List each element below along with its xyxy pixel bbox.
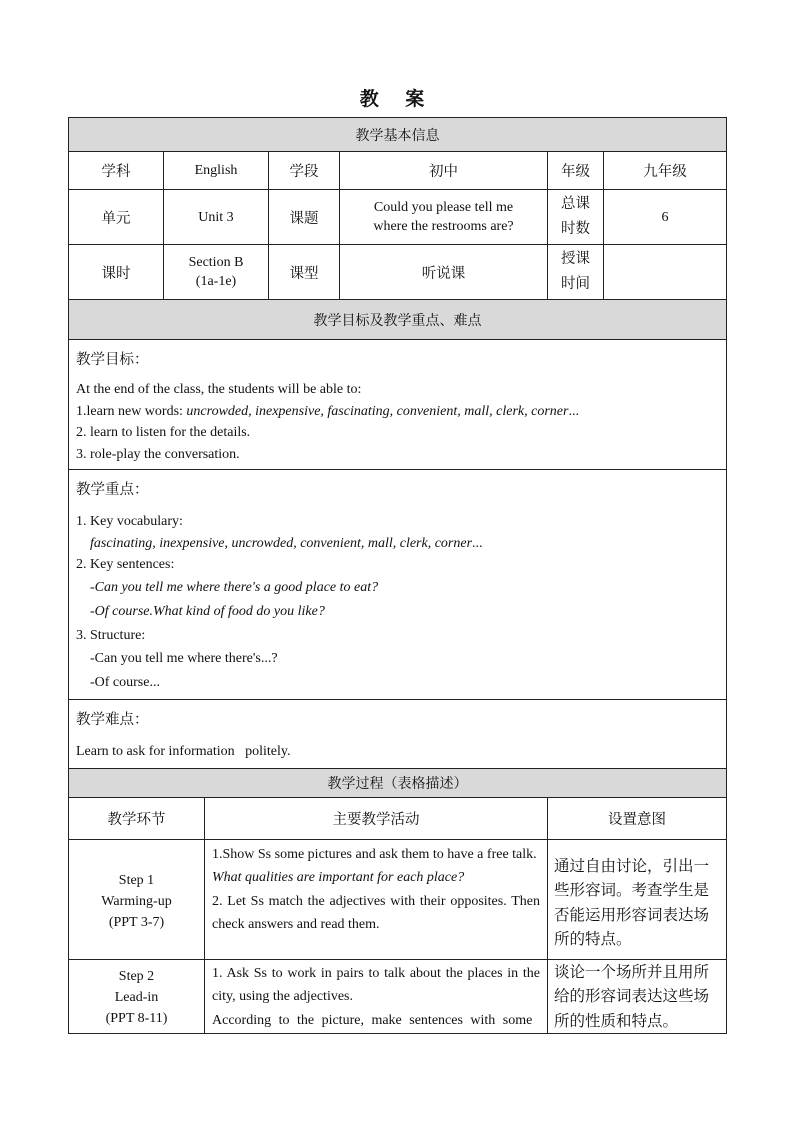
goal-1-words: uncrowded, inexpensive, fascinating, convenient, mall, clerk, corner: [186, 403, 569, 419]
step-name: Lead-in: [114, 989, 159, 1005]
total-hours-value: 6: [604, 190, 727, 245]
step-ppt: (PPT 3-7): [108, 914, 165, 930]
total-label-line-1: 总课: [561, 196, 590, 212]
key-2: 2. Key sentences:: [76, 557, 175, 572]
key-1: 1. Key vocabulary:: [76, 514, 183, 529]
type-label: 课型: [269, 245, 340, 300]
teaching-goals-section: [69, 340, 727, 470]
step-cell: [69, 959, 205, 1034]
key-3-sentence-1: -Can you tell me where there's...?: [90, 650, 278, 666]
key-points-section: [69, 470, 727, 700]
total-hours-label: [548, 190, 604, 245]
stage-value: 初中: [340, 152, 548, 190]
key-title: 教学重点：: [76, 482, 149, 498]
lesson-plan-table: [68, 117, 727, 1034]
time-label-line-2: 时间: [561, 276, 590, 292]
intent-cell: 谈论一个场所并且用所给的形容词表达这些场所的性质和特点。: [548, 959, 727, 1034]
key-3-sentence-2: -Of course...: [90, 674, 160, 690]
topic-line-1: Could you please tell me: [373, 200, 514, 215]
type-value: 听说课: [340, 245, 548, 300]
goal-2: 2. learn to listen for the details.: [76, 425, 251, 440]
period-label: 课时: [69, 245, 164, 300]
time-label-line-1: 授课: [561, 251, 590, 267]
process-col-activity: 主要教学活动: [205, 797, 548, 839]
difficulty-text: Learn to ask for information politely.: [76, 743, 291, 759]
key-2-sentence-2: -Of course.What kind of food do you like?: [90, 603, 325, 619]
period-value: [164, 245, 269, 300]
step-number: Step 1: [118, 872, 155, 888]
period-line-1: Section B: [188, 255, 244, 270]
teach-time-label: [548, 245, 604, 300]
goal-1-suffix: ...: [568, 403, 579, 419]
teach-time-value: [604, 245, 727, 300]
activity-cell: [205, 839, 548, 959]
step-ppt: (PPT 8-11): [105, 1010, 168, 1026]
goals-intro: At the end of the class, the students will be able to:: [76, 382, 362, 397]
key-1-words: [76, 533, 719, 555]
key-2-sentence-1: -Can you tell me where there's a good place to eat?: [90, 579, 379, 595]
process-header: 教学过程（表格描述）: [69, 768, 727, 797]
stage-label: 学段: [269, 152, 340, 190]
total-label-line-2: 时数: [561, 221, 590, 237]
activity-2: According to the picture, make sentences with some: [212, 1012, 533, 1028]
table-row: [69, 959, 727, 1034]
unit-value: Unit 3: [164, 190, 269, 245]
grade-value: 九年级: [604, 152, 727, 190]
period-line-2: (1a-1e): [195, 274, 237, 289]
topic-line-2: where the restrooms are?: [373, 219, 514, 234]
subject-value: English: [164, 152, 269, 190]
process-col-step: 教学环节: [69, 797, 205, 839]
goal-1: [76, 401, 719, 423]
key-1-word-list: fascinating, inexpensive, uncrowded, convenient, mall, clerk, corner: [90, 535, 473, 551]
activity-3: 2. Let Ss match the adjectives with their opposites. Then check answers and read them.: [212, 893, 540, 932]
activity-2: What qualities are important for each place?: [212, 870, 465, 885]
subject-label: 学科: [69, 152, 164, 190]
topic-value: [340, 190, 548, 245]
difficulty-section: [69, 699, 727, 768]
grade-label: 年级: [548, 152, 604, 190]
intent-cell: 通过自由讨论，引出一些形容词。考查学生是否能运用形容词表达场所的特点。: [548, 839, 727, 959]
goal-3: 3. role-play the conversation.: [76, 446, 240, 462]
activity-1: 1.Show Ss some pictures and ask them to have a free talk.: [212, 846, 537, 862]
activity-cell: [205, 959, 548, 1034]
difficulty-title: 教学难点：: [76, 711, 149, 728]
goal-1-prefix: 1.learn new words:: [76, 403, 187, 419]
key-3: 3. Structure:: [76, 627, 146, 643]
basic-info-header: 教学基本信息: [69, 118, 727, 152]
step-cell: [69, 839, 205, 959]
key-1-suffix: ...: [472, 535, 483, 551]
table-row: [69, 839, 727, 959]
topic-label: 课题: [269, 190, 340, 245]
step-name: Warming-up: [101, 893, 172, 909]
process-col-intent: 设置意图: [548, 797, 727, 839]
unit-label: 单元: [69, 190, 164, 245]
goals-title: 教学目标：: [76, 352, 149, 368]
page-title: 教 案: [359, 88, 435, 110]
step-number: Step 2: [118, 968, 155, 984]
objectives-header: 教学目标及教学重点、难点: [69, 300, 727, 340]
activity-1: 1. Ask Ss to work in pairs to talk about the places in the city, using the adjectives.: [212, 965, 540, 1004]
